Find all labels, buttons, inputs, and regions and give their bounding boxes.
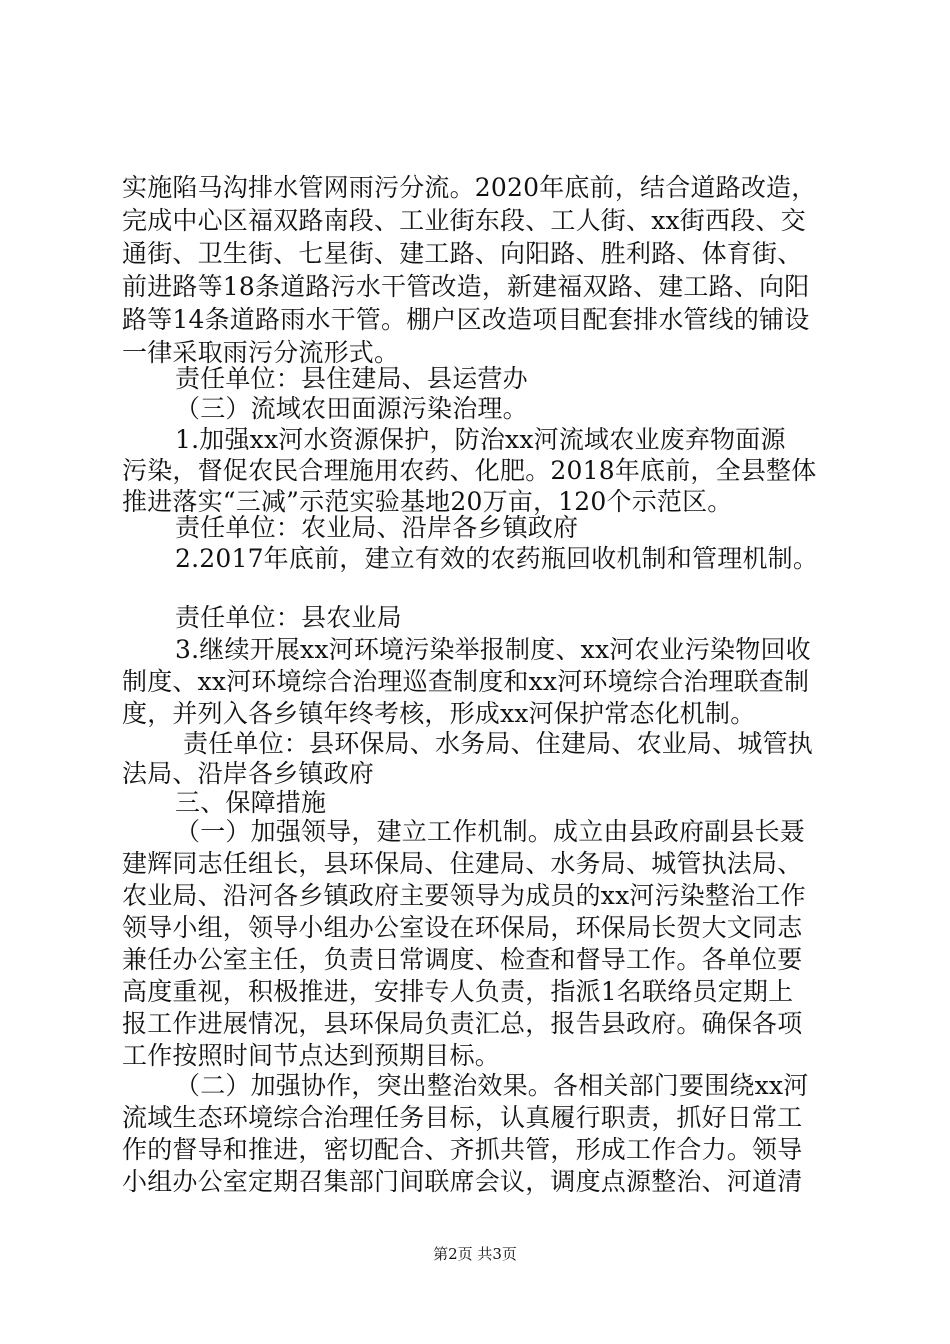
body-text-line: 1.加强xx河水资源保护，防治xx河流域农业废弃物面源 (175, 425, 786, 454)
body-text-line: （一）加强领导，建立工作机制。成立由县政府副县长聂 (175, 817, 806, 846)
body-text-line: 制度、xx河环境综合治理巡查制度和xx河环境综合治理联查制 (122, 667, 810, 696)
body-text-line: 报工作进展情况，县环保局负责汇总，报告县政府。确保各项 (122, 1009, 803, 1038)
body-text-line: 实施陷马沟排水管网雨污分流。2020年底前，结合道路改造， (122, 173, 817, 202)
body-text-line: 3.继续开展xx河环境污染举报制度、xx河农业污染物回收 (175, 635, 811, 664)
body-text-line: 农业局、沿河各乡镇政府主要领导为成员的xx河污染整治工作 (122, 881, 806, 910)
responsibility-line: 责任单位：农业局、沿岸各乡镇政府 (175, 513, 579, 542)
body-text-line: 通街、卫生街、七星街、建工路、向阳路、胜利路、体育街、 (122, 239, 803, 268)
body-text-line: 度，并列入各乡镇年终考核，形成xx河保护常态化机制。 (122, 699, 756, 728)
body-text-line: 法局、沿岸各乡镇政府 (122, 759, 375, 788)
section-heading: 三、保障措施 (175, 788, 327, 817)
body-text-line: 小组办公室定期召集部门间联席会议，调度点源整治、河道清 (122, 1167, 803, 1196)
body-text-line: 污染，督促农民合理施用农药、化肥。2018年底前，全县整体 (122, 456, 817, 485)
responsibility-line: 责任单位：县环保局、水务局、住建局、农业局、城管执 (183, 729, 814, 758)
body-text-line: 作的督导和推进，密切配合、齐抓共管，形成工作合力。领导 (122, 1135, 803, 1164)
body-text-line: 建辉同志任组长，县环保局、住建局、水务局、城管执法局、 (122, 849, 803, 878)
body-text-line: 高度重视，积极推进，安排专人负责，指派1名联络员定期上 (122, 977, 794, 1006)
section-heading: （三）流域农田面源污染治理。 (175, 394, 528, 423)
body-text-line: 一律采取雨污分流形式。 (122, 338, 400, 367)
body-text-line: 流域生态环境综合治理任务目标，认真履行职责，抓好日常工 (122, 1103, 803, 1132)
body-text-line: 推进落实“三减”示范实验基地20万亩，120个示范区。 (122, 487, 733, 516)
body-text-line: 工作按照时间节点达到预期目标。 (122, 1041, 501, 1070)
body-text-line: 2.2017年底前，建立有效的农药瓶回收机制和管理机制。 (175, 544, 819, 573)
body-text-line: 完成中心区福双路南段、工业街东段、工人街、xx街西段、交 (122, 206, 806, 235)
body-text-line: （二）加强协作，突出整治效果。各相关部门要围绕xx河 (175, 1071, 809, 1100)
responsibility-line: 责任单位：县住建局、县运营办 (175, 364, 528, 393)
body-text-line: 兼任办公室主任，负责日常调度、检查和督导工作。各单位要 (122, 945, 803, 974)
page-number-footer: 第2页 共3页 (433, 1245, 517, 1263)
body-text-line: 前进路等18条道路污水干管改造，新建福双路、建工路、向阳 (122, 272, 810, 301)
responsibility-line: 责任单位：县农业局 (175, 603, 402, 632)
body-text-line: 路等14条道路雨水干管。棚户区改造项目配套排水管线的铺设 (122, 305, 810, 334)
body-text-line: 领导小组，领导小组办公室设在环保局，环保局长贺大文同志 (122, 913, 803, 942)
